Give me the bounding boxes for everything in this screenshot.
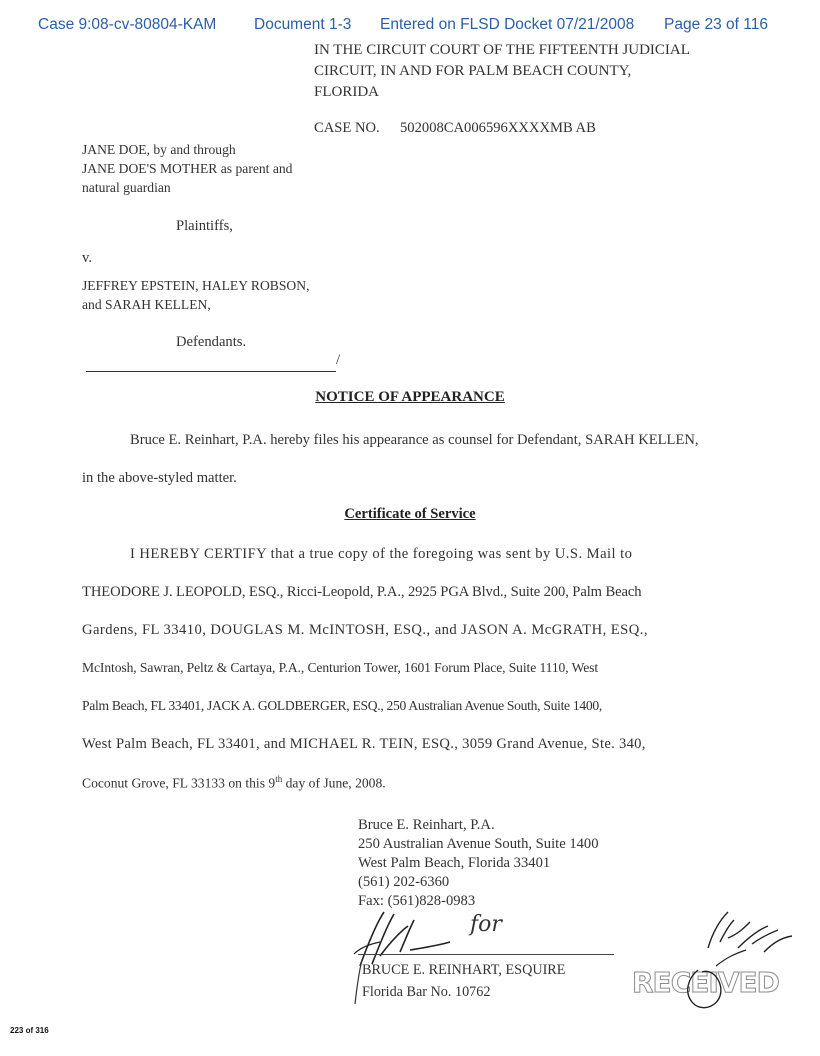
certificate-title: Certificate of Service [344,506,476,522]
certificate-line-1: I HEREBY CERTIFY that a true copy of the foregoing was sent by U.S. Mail to [130,546,633,562]
attorney-name: BRUCE E. REINHART, ESQUIRE [362,962,566,978]
footer-page-count: 223 of 316 [10,1026,49,1035]
certificate-line-7-sup: th [275,774,283,784]
received-stamp: RECEIVED [632,966,779,999]
caption-rule [86,371,336,372]
stamp-handwritten-initials [668,908,798,1018]
header-case-id: Case 9:08-cv-80804-KAM [38,16,217,33]
appearance-line-2: in the above-styled matter. [82,470,237,486]
signature-rule [358,954,614,955]
header-page: Page 23 of 116 [664,16,768,33]
certificate-line-3: Gardens, FL 33410, DOUGLAS M. McINTOSH, ESQ., and JASON A. McGRATH, ESQ., [82,622,648,638]
signature-tail-mark [352,958,364,1006]
certificate-line-2: THEODORE J. LEOPOLD, ESQ., Ricci-Leopold, P.A., 2925 PGA Blvd., Suite 200, Palm Beach [82,584,642,600]
signature-block [358,816,678,911]
notice-title: NOTICE OF APPEARANCE [315,389,505,405]
firm-address-2: West Palm Beach, Florida 33401 [358,855,551,871]
certificate-line-6: West Palm Beach, FL 33401, and MICHAEL R. TEIN, ESQ., 3059 Grand Avenue, Ste. 340, [82,736,646,752]
certificate-line-5: Palm Beach, FL 33401, JACK A. GOLDBERGER, ESQ., 250 Australian Avenue South, Suite 1400, [82,698,602,713]
defendants-role: Defendants. [176,334,247,350]
court-caption: IN THE CIRCUIT COURT OF THE FIFTEENTH JUDICIAL CIRCUIT, IN AND FOR PALM BEACH COUNTY, FLORIDA [314,42,690,100]
firm-address-1: 250 Australian Avenue South, Suite 1400 [358,836,599,852]
firm-phone: (561) 202-6360 [358,874,450,890]
certificate-line-7-b: day of June, 2008. [282,775,386,791]
certificate-line-7-a: Coconut Grove, FL 33133 on this 9 [82,775,276,791]
case-no-label: CASE NO. [314,120,380,136]
plaintiff-line-2: JANE DOE'S MOTHER as parent and [82,161,293,176]
header-document: Document 1-3 [254,16,352,33]
defendants-line-1: JEFFREY EPSTEIN, HALEY ROBSON, [82,278,310,293]
firm-fax: Fax: (561)828-0983 [358,893,476,909]
plaintiff-line-1: JANE DOE, by and through [82,142,236,157]
appearance-line-1: Bruce E. Reinhart, P.A. hereby files his appearance as counsel for Defendant, SARAH KELLEN, [130,432,699,448]
plaintiff-line-3: natural guardian [82,180,171,195]
certificate-line-4: McIntosh, Sawran, Peltz & Cartaya, P.A., Centurion Tower, 1601 Forum Place, Suite 1110, West [82,660,599,675]
defendants-line-2: and SARAH KELLEN, [82,297,211,312]
versus: v. [82,250,92,266]
header-entered: Entered on FLSD Docket 07/21/2008 [380,16,635,33]
case-number: 502008CA006596XXXXMB AB [400,120,596,136]
signature-for: for [470,912,502,937]
plaintiffs-role: Plaintiffs, [176,218,233,234]
certificate-line-7 [82,774,386,792]
firm-name: Bruce E. Reinhart, P.A. [358,817,495,833]
caption-slash: / [336,352,341,368]
bar-number: Florida Bar No. 10762 [362,984,491,1000]
